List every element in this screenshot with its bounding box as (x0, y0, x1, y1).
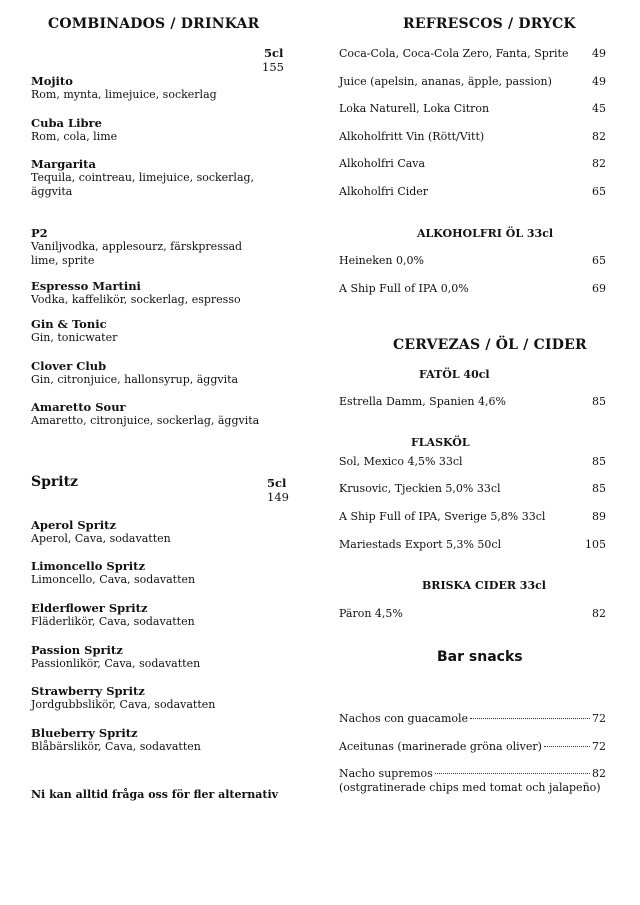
item-name: A Ship Full of IPA, Sverige 5,8% 33cl (339, 510, 546, 523)
item-name: Coca-Cola, Coca-Cola Zero, Fanta, Sprite (339, 47, 569, 60)
nonalc-beer-row (339, 254, 606, 267)
spritz-name: Aperol Spritz (31, 518, 116, 532)
spritz-item (31, 684, 215, 712)
spritz-name: Passion Spritz (31, 643, 123, 657)
drink-item (31, 359, 238, 387)
drink-item (31, 226, 242, 268)
spritz-desc: Passionlikör, Cava, sodavatten (31, 657, 201, 670)
item-price: 65 (592, 254, 606, 267)
drink-item (31, 317, 117, 345)
soft-drink-row (339, 102, 606, 115)
soft-drink-row (339, 130, 606, 143)
item-price: 105 (585, 538, 606, 551)
snack-row (339, 740, 606, 753)
drink-item (31, 400, 259, 428)
item-name: Alkoholfritt Vin (Rött/Vitt) (339, 130, 485, 143)
item-name: Krusovic, Tjeckien 5,0% 33cl (339, 482, 501, 495)
item-price: 85 (592, 482, 606, 495)
item-price: 49 (592, 75, 606, 88)
snack-note: (ostgratinerade chips med tomat och jalapeño) (339, 781, 601, 794)
item-name: Alkoholfri Cava (339, 157, 426, 170)
snack-name: Aceitunas (marinerade gröna oliver) (339, 740, 542, 753)
drink-item (31, 279, 241, 307)
drink-desc: Rom, mynta, limejuice, sockerlag (31, 88, 217, 101)
drink-name: Mojito (31, 74, 73, 88)
item-name: Mariestads Export 5,3% 50cl (339, 538, 502, 551)
drink-desc: Rom, cola, lime (31, 130, 118, 143)
draft-beer-row (339, 395, 606, 408)
drink-name: Gin & Tonic (31, 317, 107, 331)
item-price: 82 (592, 130, 606, 143)
item-name: Estrella Damm, Spanien 4,6% (339, 395, 506, 408)
drink-desc: Vodka, kaffelikör, sockerlag, espresso (31, 293, 241, 306)
soft-drink-row (339, 185, 606, 198)
soft-drink-row (339, 157, 606, 170)
bottle-beer-row (339, 482, 606, 495)
drink-desc: Gin, tonicwater (31, 331, 118, 344)
drink-name: Margarita (31, 157, 96, 171)
drinks-price: 155 (262, 60, 284, 74)
item-price: 82 (592, 607, 606, 620)
nonalc-beer-row (339, 282, 606, 295)
soft-drinks-title: REFRESCOS / DRYCK (403, 16, 576, 32)
snack-price: 72 (592, 712, 606, 725)
spritz-item (31, 559, 195, 587)
snack-name: Nachos con guacamole (339, 712, 469, 725)
drink-item (31, 74, 217, 102)
drink-desc: Gin, citronjuice, hallonsyrup, äggvita (31, 373, 239, 386)
drinks-size: 5cl (264, 46, 284, 60)
item-price: 89 (592, 510, 606, 523)
item-name: A Ship Full of IPA 0,0% (339, 282, 469, 295)
bottle-beer-title: FLASKÖL (411, 436, 470, 449)
spritz-name: Blueberry Spritz (31, 726, 138, 740)
cider-row (339, 607, 606, 620)
drink-item (31, 116, 117, 144)
drink-name: Clover Club (31, 359, 107, 373)
bottle-beer-row (339, 538, 606, 551)
soft-drink-row (339, 75, 606, 88)
bar-snacks-title: Bar snacks (437, 649, 523, 665)
spritz-name: Elderflower Spritz (31, 601, 148, 615)
item-name: Heineken 0,0% (339, 254, 424, 267)
spritz-title: Spritz (31, 474, 79, 490)
nonalc-beer-title: ALKOHOLFRI ÖL 33cl (417, 227, 554, 240)
drink-desc: Amaretto, citronjuice, sockerlag, äggvita (31, 414, 260, 427)
drinks-title: COMBINADOS / DRINKAR (48, 16, 260, 32)
snack-price: 72 (592, 740, 606, 753)
spritz-item (31, 726, 201, 754)
snack-row (339, 767, 606, 780)
spritz-desc: Blåbärslikör, Cava, sodavatten (31, 740, 201, 753)
dotted-leader (544, 746, 590, 747)
item-price: 49 (592, 47, 606, 60)
drink-name: Amaretto Sour (31, 400, 126, 414)
spritz-desc: Fläderlikör, Cava, sodavatten (31, 615, 195, 628)
item-price: 65 (592, 185, 606, 198)
drink-name: Espresso Martini (31, 279, 141, 293)
item-name: Alkoholfri Cider (339, 185, 429, 198)
snack-name: Nacho supremos (339, 767, 433, 780)
item-price: 69 (592, 282, 606, 295)
spritz-size: 5cl (267, 476, 287, 490)
beer-title: CERVEZAS / ÖL / CIDER (393, 337, 587, 353)
spritz-desc: Jordgubbslikör, Cava, sodavatten (31, 698, 216, 711)
bottle-beer-row (339, 510, 606, 523)
draft-beer-title: FATÖL 40cl (419, 368, 490, 381)
dotted-leader (470, 718, 590, 719)
item-price: 45 (592, 102, 606, 115)
drink-name: P2 (31, 226, 48, 240)
spritz-name: Strawberry Spritz (31, 684, 145, 698)
snack-row (339, 712, 606, 725)
spritz-name: Limoncello Spritz (31, 559, 146, 573)
spritz-desc: Aperol, Cava, sodavatten (31, 532, 171, 545)
footer-note: Ni kan alltid fråga oss för fler alternativ (31, 788, 279, 801)
soft-drink-row (339, 47, 606, 60)
drink-desc: Vaniljvodka, applesourz, färskpressad (31, 240, 243, 253)
cider-title: BRISKA CIDER 33cl (422, 579, 546, 592)
drink-name: Cuba Libre (31, 116, 102, 130)
item-name: Juice (apelsin, ananas, äpple, passion) (339, 75, 552, 88)
drink-desc: lime, sprite (31, 254, 95, 267)
spritz-item (31, 643, 200, 671)
item-price: 82 (592, 157, 606, 170)
item-name: Sol, Mexico 4,5% 33cl (339, 455, 463, 468)
snack-price: 82 (592, 767, 606, 780)
item-price: 85 (592, 455, 606, 468)
item-name: Päron 4,5% (339, 607, 403, 620)
spritz-desc: Limoncello, Cava, sodavatten (31, 573, 196, 586)
drink-item (31, 157, 254, 199)
dotted-leader (435, 773, 590, 774)
spritz-price: 149 (267, 490, 289, 504)
drink-desc: Tequila, cointreau, limejuice, sockerlag, (31, 171, 255, 184)
drink-desc: äggvita (31, 185, 73, 198)
bottle-beer-row (339, 455, 606, 468)
item-price: 85 (592, 395, 606, 408)
spritz-item (31, 601, 195, 629)
item-name: Loka Naturell, Loka Citron (339, 102, 490, 115)
spritz-item (31, 518, 171, 546)
